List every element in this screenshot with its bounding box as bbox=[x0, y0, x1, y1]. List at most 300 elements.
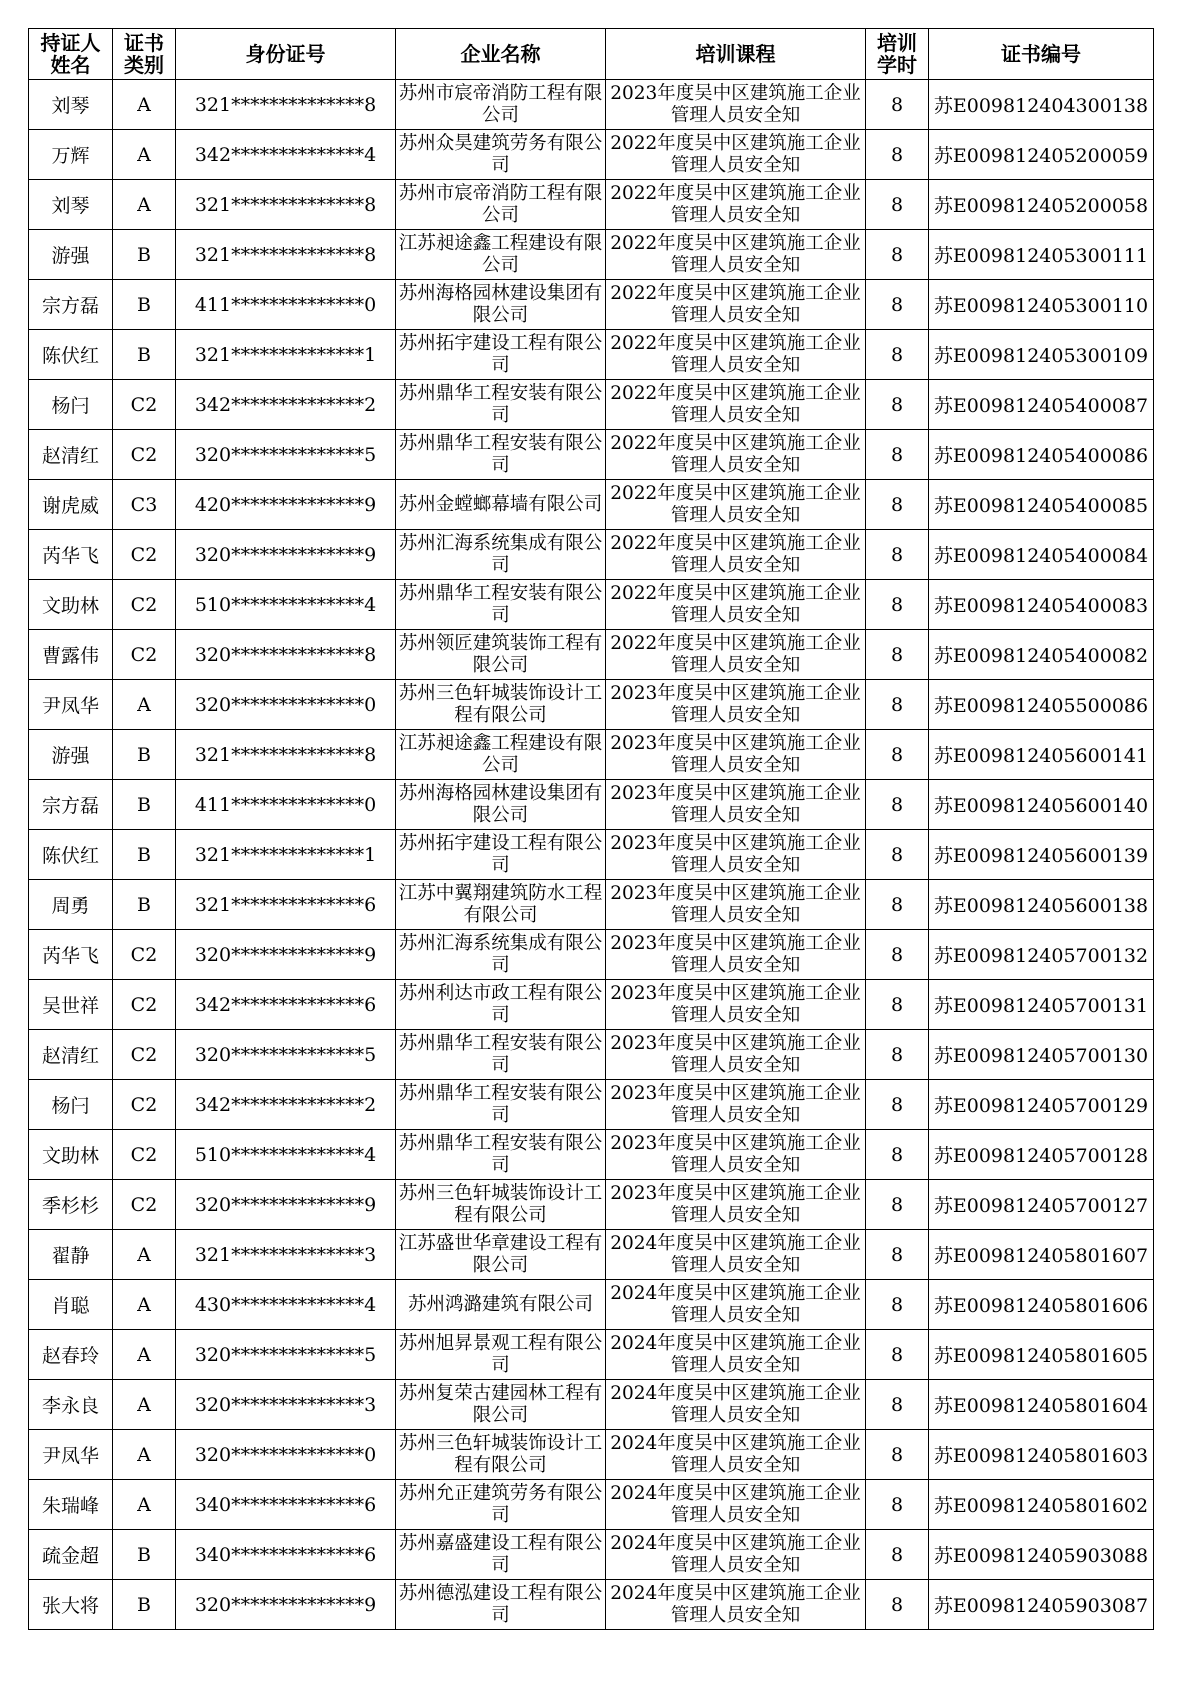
cell-company-text: 苏州鼎华工程安装有限公司 bbox=[398, 432, 603, 476]
cell-company-text: 苏州海格园林建设集团有限公司 bbox=[398, 782, 603, 826]
cell-hours: 8 bbox=[866, 880, 929, 930]
cell-cert-no: 苏E009812405200059 bbox=[929, 130, 1154, 180]
cell-cert-no: 苏E009812405700131 bbox=[929, 980, 1154, 1030]
cell-company bbox=[396, 930, 606, 980]
cell-id-number: 342**************6 bbox=[176, 980, 396, 1030]
table-row bbox=[29, 1480, 1154, 1530]
cell-category: B bbox=[113, 330, 176, 380]
cell-course bbox=[606, 930, 866, 980]
cell-id-number: 321**************8 bbox=[176, 80, 396, 130]
cell-category: A bbox=[113, 80, 176, 130]
cell-hours: 8 bbox=[866, 1130, 929, 1180]
cell-cert-no: 苏E009812405600139 bbox=[929, 830, 1154, 880]
cell-hours: 8 bbox=[866, 980, 929, 1030]
cell-hours: 8 bbox=[866, 130, 929, 180]
cell-company bbox=[396, 1130, 606, 1180]
cell-cert-no: 苏E009812405400085 bbox=[929, 480, 1154, 530]
cell-company bbox=[396, 280, 606, 330]
cell-company bbox=[396, 230, 606, 280]
cell-hours: 8 bbox=[866, 1530, 929, 1580]
cell-id-number: 320**************5 bbox=[176, 1030, 396, 1080]
cell-company bbox=[396, 430, 606, 480]
cell-course bbox=[606, 880, 866, 930]
cell-name: 吴世祥 bbox=[29, 980, 113, 1030]
cell-name: 陈伏红 bbox=[29, 830, 113, 880]
cell-course-text: 2024年度吴中区建筑施工企业管理人员安全知 bbox=[610, 1282, 861, 1326]
cell-cert-no: 苏E009812405700128 bbox=[929, 1130, 1154, 1180]
cell-course-text: 2024年度吴中区建筑施工企业管理人员安全知 bbox=[610, 1432, 861, 1476]
cell-category: B bbox=[113, 830, 176, 880]
table-row bbox=[29, 880, 1154, 930]
cell-course bbox=[606, 1580, 866, 1630]
cell-category: B bbox=[113, 230, 176, 280]
cell-cert-no: 苏E009812405801605 bbox=[929, 1330, 1154, 1380]
cell-hours: 8 bbox=[866, 930, 929, 980]
cell-id-number: 340**************6 bbox=[176, 1530, 396, 1580]
cell-hours: 8 bbox=[866, 680, 929, 730]
cell-company bbox=[396, 180, 606, 230]
cell-course-text: 2022年度吴中区建筑施工企业管理人员安全知 bbox=[610, 282, 861, 326]
cell-hours: 8 bbox=[866, 630, 929, 680]
cell-name: 陈伏红 bbox=[29, 330, 113, 380]
cell-company-text: 苏州鼎华工程安装有限公司 bbox=[398, 1032, 603, 1076]
cell-hours: 8 bbox=[866, 180, 929, 230]
cell-company-text: 苏州旭昇景观工程有限公司 bbox=[398, 1332, 603, 1376]
cell-course-text: 2022年度吴中区建筑施工企业管理人员安全知 bbox=[610, 632, 861, 676]
cell-course bbox=[606, 380, 866, 430]
cell-company-text: 苏州鼎华工程安装有限公司 bbox=[398, 582, 603, 626]
cell-name: 曹露伟 bbox=[29, 630, 113, 680]
cell-hours: 8 bbox=[866, 280, 929, 330]
cell-id-number: 320**************3 bbox=[176, 1380, 396, 1430]
cell-course-text: 2022年度吴中区建筑施工企业管理人员安全知 bbox=[610, 582, 861, 626]
cell-name: 李永良 bbox=[29, 1380, 113, 1430]
cell-course-text: 2024年度吴中区建筑施工企业管理人员安全知 bbox=[610, 1232, 861, 1276]
cell-name: 肖聪 bbox=[29, 1280, 113, 1330]
cell-company-text: 苏州汇海系统集成有限公司 bbox=[398, 932, 603, 976]
cell-company-text: 苏州德泓建设工程有限公司 bbox=[398, 1582, 603, 1626]
cell-category: A bbox=[113, 1480, 176, 1530]
cell-cert-no: 苏E009812405700127 bbox=[929, 1180, 1154, 1230]
cell-id-number: 320**************9 bbox=[176, 1580, 396, 1630]
cell-course bbox=[606, 630, 866, 680]
cell-company bbox=[396, 80, 606, 130]
cell-cert-no: 苏E009812404300138 bbox=[929, 80, 1154, 130]
cell-hours: 8 bbox=[866, 830, 929, 880]
cell-hours: 8 bbox=[866, 1280, 929, 1330]
cell-category: A bbox=[113, 1230, 176, 1280]
cell-company bbox=[396, 1180, 606, 1230]
cell-cert-no: 苏E009812405500086 bbox=[929, 680, 1154, 730]
table-row bbox=[29, 1080, 1154, 1130]
cell-id-number: 510**************4 bbox=[176, 580, 396, 630]
cell-company-text: 苏州鼎华工程安装有限公司 bbox=[398, 382, 603, 426]
cell-hours: 8 bbox=[866, 480, 929, 530]
cell-cert-no: 苏E009812405801602 bbox=[929, 1480, 1154, 1530]
table-row bbox=[29, 1030, 1154, 1080]
cell-course-text: 2024年度吴中区建筑施工企业管理人员安全知 bbox=[610, 1582, 861, 1626]
cell-name: 游强 bbox=[29, 730, 113, 780]
cell-company bbox=[396, 1330, 606, 1380]
cell-course-text: 2023年度吴中区建筑施工企业管理人员安全知 bbox=[610, 1082, 861, 1126]
cell-id-number: 320**************9 bbox=[176, 530, 396, 580]
cell-id-number: 510**************4 bbox=[176, 1130, 396, 1180]
cell-cert-no: 苏E009812405700130 bbox=[929, 1030, 1154, 1080]
cell-course-text: 2023年度吴中区建筑施工企业管理人员安全知 bbox=[610, 982, 861, 1026]
cell-course-text: 2024年度吴中区建筑施工企业管理人员安全知 bbox=[610, 1532, 861, 1576]
cell-hours: 8 bbox=[866, 780, 929, 830]
cell-course bbox=[606, 330, 866, 380]
cell-course-text: 2022年度吴中区建筑施工企业管理人员安全知 bbox=[610, 232, 861, 276]
table-row bbox=[29, 830, 1154, 880]
cell-hours: 8 bbox=[866, 380, 929, 430]
cell-course bbox=[606, 80, 866, 130]
cell-category: A bbox=[113, 1430, 176, 1480]
cell-course-text: 2023年度吴中区建筑施工企业管理人员安全知 bbox=[610, 682, 861, 726]
cell-name: 谢虎威 bbox=[29, 480, 113, 530]
cell-hours: 8 bbox=[866, 330, 929, 380]
cell-course-text: 2024年度吴中区建筑施工企业管理人员安全知 bbox=[610, 1482, 861, 1526]
cell-name: 尹凤华 bbox=[29, 1430, 113, 1480]
cell-course-text: 2023年度吴中区建筑施工企业管理人员安全知 bbox=[610, 932, 861, 976]
cell-category: C2 bbox=[113, 580, 176, 630]
table-row bbox=[29, 1330, 1154, 1380]
table-row bbox=[29, 1130, 1154, 1180]
cell-course-text: 2022年度吴中区建筑施工企业管理人员安全知 bbox=[610, 482, 861, 526]
cell-company-text: 苏州三色轩城装饰设计工程有限公司 bbox=[398, 1182, 603, 1226]
cell-course-text: 2023年度吴中区建筑施工企业管理人员安全知 bbox=[610, 782, 861, 826]
cell-course-text: 2022年度吴中区建筑施工企业管理人员安全知 bbox=[610, 182, 861, 226]
cell-cert-no: 苏E009812405801603 bbox=[929, 1430, 1154, 1480]
cell-cert-no: 苏E009812405600138 bbox=[929, 880, 1154, 930]
cell-company bbox=[396, 530, 606, 580]
cell-course bbox=[606, 1230, 866, 1280]
cell-hours: 8 bbox=[866, 230, 929, 280]
table-row bbox=[29, 580, 1154, 630]
cell-id-number: 321**************8 bbox=[176, 230, 396, 280]
cell-company-text: 苏州复荣古建园林工程有限公司 bbox=[398, 1382, 603, 1426]
cell-category: C3 bbox=[113, 480, 176, 530]
cell-course bbox=[606, 1330, 866, 1380]
cell-course bbox=[606, 280, 866, 330]
cell-category: A bbox=[113, 680, 176, 730]
cell-course bbox=[606, 580, 866, 630]
cell-name: 翟静 bbox=[29, 1230, 113, 1280]
cell-company bbox=[396, 380, 606, 430]
cell-cert-no: 苏E009812405300111 bbox=[929, 230, 1154, 280]
table-row bbox=[29, 480, 1154, 530]
cell-company-text: 苏州拓宇建设工程有限公司 bbox=[398, 332, 603, 376]
cell-course bbox=[606, 1430, 866, 1480]
table-row bbox=[29, 530, 1154, 580]
cell-course-text: 2023年度吴中区建筑施工企业管理人员安全知 bbox=[610, 732, 861, 776]
table-row bbox=[29, 630, 1154, 680]
cell-company-text: 苏州鼎华工程安装有限公司 bbox=[398, 1132, 603, 1176]
cell-category: C2 bbox=[113, 430, 176, 480]
cell-id-number: 320**************0 bbox=[176, 1430, 396, 1480]
cell-course bbox=[606, 1180, 866, 1230]
cell-company bbox=[396, 1080, 606, 1130]
cell-name: 文助林 bbox=[29, 580, 113, 630]
cell-cert-no: 苏E009812405400082 bbox=[929, 630, 1154, 680]
cell-company-text: 苏州领匠建筑装饰工程有限公司 bbox=[398, 632, 603, 676]
cell-hours: 8 bbox=[866, 1030, 929, 1080]
cell-course bbox=[606, 1280, 866, 1330]
cell-course bbox=[606, 1080, 866, 1130]
cell-id-number: 342**************4 bbox=[176, 130, 396, 180]
cell-category: C2 bbox=[113, 630, 176, 680]
header-company: 企业名称 bbox=[396, 29, 606, 80]
cell-cert-no: 苏E009812405903087 bbox=[929, 1580, 1154, 1630]
cell-course-text: 2024年度吴中区建筑施工企业管理人员安全知 bbox=[610, 1382, 861, 1426]
cell-name: 宗方磊 bbox=[29, 780, 113, 830]
cell-id-number: 340**************6 bbox=[176, 1480, 396, 1530]
cell-course bbox=[606, 1530, 866, 1580]
cell-category: A bbox=[113, 1380, 176, 1430]
cell-company-text: 苏州市宸帝消防工程有限公司 bbox=[398, 182, 603, 226]
cell-company-text: 江苏昶途鑫工程建设有限公司 bbox=[398, 232, 603, 276]
header-name: 持证人姓名 bbox=[29, 29, 113, 80]
cell-name: 刘琴 bbox=[29, 80, 113, 130]
cell-cert-no: 苏E009812405300110 bbox=[929, 280, 1154, 330]
cell-company-text: 苏州允正建筑劳务有限公司 bbox=[398, 1482, 603, 1526]
cell-id-number: 320**************8 bbox=[176, 630, 396, 680]
header-hours: 培训学时 bbox=[866, 29, 929, 80]
cell-course bbox=[606, 730, 866, 780]
cell-company-text: 苏州鸿潞建筑有限公司 bbox=[407, 1293, 593, 1315]
cell-name: 芮华飞 bbox=[29, 930, 113, 980]
cell-id-number: 320**************9 bbox=[176, 930, 396, 980]
cell-course bbox=[606, 180, 866, 230]
cell-name: 万辉 bbox=[29, 130, 113, 180]
cell-company-text: 苏州嘉盛建设工程有限公司 bbox=[398, 1532, 603, 1576]
cell-company bbox=[396, 1280, 606, 1330]
cell-category: A bbox=[113, 130, 176, 180]
cell-name: 季杉杉 bbox=[29, 1180, 113, 1230]
header-id-number: 身份证号 bbox=[176, 29, 396, 80]
cell-cert-no: 苏E009812405600140 bbox=[929, 780, 1154, 830]
cell-hours: 8 bbox=[866, 1380, 929, 1430]
cell-hours: 8 bbox=[866, 430, 929, 480]
cell-category: A bbox=[113, 1280, 176, 1330]
table-row bbox=[29, 80, 1154, 130]
cell-course bbox=[606, 480, 866, 530]
cell-category: B bbox=[113, 880, 176, 930]
cell-name: 芮华飞 bbox=[29, 530, 113, 580]
cell-course bbox=[606, 230, 866, 280]
cell-id-number: 430**************4 bbox=[176, 1280, 396, 1330]
cell-company bbox=[396, 1480, 606, 1530]
cell-name: 尹凤华 bbox=[29, 680, 113, 730]
table-row bbox=[29, 980, 1154, 1030]
cell-name: 文助林 bbox=[29, 1130, 113, 1180]
cell-id-number: 320**************5 bbox=[176, 1330, 396, 1380]
cell-category: A bbox=[113, 180, 176, 230]
cell-course bbox=[606, 780, 866, 830]
cell-category: B bbox=[113, 730, 176, 780]
cell-cert-no: 苏E009812405700132 bbox=[929, 930, 1154, 980]
cell-cert-no: 苏E009812405400083 bbox=[929, 580, 1154, 630]
cell-course-text: 2023年度吴中区建筑施工企业管理人员安全知 bbox=[610, 1132, 861, 1176]
cell-name: 赵清红 bbox=[29, 1030, 113, 1080]
cell-course bbox=[606, 830, 866, 880]
cell-id-number: 420**************9 bbox=[176, 480, 396, 530]
cell-course bbox=[606, 130, 866, 180]
cell-company bbox=[396, 980, 606, 1030]
cell-course-text: 2022年度吴中区建筑施工企业管理人员安全知 bbox=[610, 532, 861, 576]
cell-cert-no: 苏E009812405600141 bbox=[929, 730, 1154, 780]
cell-company bbox=[396, 630, 606, 680]
cell-name: 杨闩 bbox=[29, 1080, 113, 1130]
cell-course-text: 2023年度吴中区建筑施工企业管理人员安全知 bbox=[610, 1032, 861, 1076]
cell-id-number: 411**************0 bbox=[176, 780, 396, 830]
cell-hours: 8 bbox=[866, 1230, 929, 1280]
table-row bbox=[29, 1430, 1154, 1480]
cell-course bbox=[606, 680, 866, 730]
table-row bbox=[29, 180, 1154, 230]
cell-company-text: 苏州利达市政工程有限公司 bbox=[398, 982, 603, 1026]
cell-company bbox=[396, 1580, 606, 1630]
cell-category: B bbox=[113, 1580, 176, 1630]
cell-company bbox=[396, 730, 606, 780]
cell-cert-no: 苏E009812405801607 bbox=[929, 1230, 1154, 1280]
table-row bbox=[29, 430, 1154, 480]
table-row bbox=[29, 1530, 1154, 1580]
cell-company bbox=[396, 1530, 606, 1580]
cell-id-number: 321**************8 bbox=[176, 180, 396, 230]
cell-course-text: 2024年度吴中区建筑施工企业管理人员安全知 bbox=[610, 1332, 861, 1376]
cell-course-text: 2023年度吴中区建筑施工企业管理人员安全知 bbox=[610, 1182, 861, 1226]
cell-category: C2 bbox=[113, 1130, 176, 1180]
table-row bbox=[29, 930, 1154, 980]
cell-category: C2 bbox=[113, 1080, 176, 1130]
cell-hours: 8 bbox=[866, 1180, 929, 1230]
cell-hours: 8 bbox=[866, 80, 929, 130]
cell-company bbox=[396, 830, 606, 880]
cell-id-number: 321**************6 bbox=[176, 880, 396, 930]
cell-company-text: 苏州三色轩城装饰设计工程有限公司 bbox=[398, 1432, 603, 1476]
table-row bbox=[29, 1230, 1154, 1280]
cell-name: 疏金超 bbox=[29, 1530, 113, 1580]
cell-company-text: 苏州市宸帝消防工程有限公司 bbox=[398, 82, 603, 126]
cell-category: C2 bbox=[113, 980, 176, 1030]
cell-name: 杨闩 bbox=[29, 380, 113, 430]
cell-id-number: 321**************3 bbox=[176, 1230, 396, 1280]
cell-company bbox=[396, 1030, 606, 1080]
cell-cert-no: 苏E009812405700129 bbox=[929, 1080, 1154, 1130]
cell-course-text: 2023年度吴中区建筑施工企业管理人员安全知 bbox=[610, 82, 861, 126]
cell-hours: 8 bbox=[866, 1430, 929, 1480]
cell-company bbox=[396, 880, 606, 930]
cell-name: 张大将 bbox=[29, 1580, 113, 1630]
cell-company bbox=[396, 130, 606, 180]
cell-name: 赵清红 bbox=[29, 430, 113, 480]
cell-category: C2 bbox=[113, 530, 176, 580]
cell-name: 周勇 bbox=[29, 880, 113, 930]
table-row bbox=[29, 780, 1154, 830]
cell-id-number: 320**************9 bbox=[176, 1180, 396, 1230]
cell-course bbox=[606, 430, 866, 480]
cell-id-number: 321**************1 bbox=[176, 830, 396, 880]
cell-cert-no: 苏E009812405300109 bbox=[929, 330, 1154, 380]
cell-company-text: 苏州汇海系统集成有限公司 bbox=[398, 532, 603, 576]
table-row bbox=[29, 130, 1154, 180]
cell-course bbox=[606, 1380, 866, 1430]
cell-category: C2 bbox=[113, 930, 176, 980]
table-row bbox=[29, 280, 1154, 330]
table-row bbox=[29, 730, 1154, 780]
cell-id-number: 342**************2 bbox=[176, 380, 396, 430]
cell-course-text: 2022年度吴中区建筑施工企业管理人员安全知 bbox=[610, 132, 861, 176]
cell-company bbox=[396, 580, 606, 630]
cell-id-number: 320**************0 bbox=[176, 680, 396, 730]
cell-cert-no: 苏E009812405400087 bbox=[929, 380, 1154, 430]
cell-hours: 8 bbox=[866, 730, 929, 780]
cell-cert-no: 苏E009812405801604 bbox=[929, 1380, 1154, 1430]
cell-category: C2 bbox=[113, 380, 176, 430]
cell-course-text: 2022年度吴中区建筑施工企业管理人员安全知 bbox=[610, 382, 861, 426]
cell-company bbox=[396, 1380, 606, 1430]
cell-company bbox=[396, 780, 606, 830]
header-category: 证书类别 bbox=[113, 29, 176, 80]
cell-category: C2 bbox=[113, 1030, 176, 1080]
cell-id-number: 321**************8 bbox=[176, 730, 396, 780]
cell-course-text: 2022年度吴中区建筑施工企业管理人员安全知 bbox=[610, 332, 861, 376]
cell-course-text: 2023年度吴中区建筑施工企业管理人员安全知 bbox=[610, 832, 861, 876]
table-row bbox=[29, 1280, 1154, 1330]
cell-category: B bbox=[113, 1530, 176, 1580]
cell-company-text: 苏州拓宇建设工程有限公司 bbox=[398, 832, 603, 876]
cell-course bbox=[606, 1130, 866, 1180]
cell-category: A bbox=[113, 1330, 176, 1380]
cell-cert-no: 苏E009812405200058 bbox=[929, 180, 1154, 230]
cell-company bbox=[396, 680, 606, 730]
table-row bbox=[29, 230, 1154, 280]
cell-name: 宗方磊 bbox=[29, 280, 113, 330]
cell-hours: 8 bbox=[866, 1580, 929, 1630]
cell-company-text: 江苏中翼翔建筑防水工程有限公司 bbox=[398, 882, 603, 926]
cell-cert-no: 苏E009812405400084 bbox=[929, 530, 1154, 580]
table-row bbox=[29, 1380, 1154, 1430]
cell-company-text: 苏州众昊建筑劳务有限公司 bbox=[398, 132, 603, 176]
table-row bbox=[29, 1580, 1154, 1630]
cell-course bbox=[606, 1030, 866, 1080]
cell-cert-no: 苏E009812405400086 bbox=[929, 430, 1154, 480]
cell-course-text: 2023年度吴中区建筑施工企业管理人员安全知 bbox=[610, 882, 861, 926]
cell-hours: 8 bbox=[866, 1330, 929, 1380]
cell-company-text: 苏州鼎华工程安装有限公司 bbox=[398, 1082, 603, 1126]
table-row bbox=[29, 330, 1154, 380]
cell-category: B bbox=[113, 280, 176, 330]
cell-company-text: 苏州三色轩城装饰设计工程有限公司 bbox=[398, 682, 603, 726]
cell-course bbox=[606, 530, 866, 580]
cell-company bbox=[396, 1230, 606, 1280]
table-row bbox=[29, 380, 1154, 430]
header-cert-no: 证书编号 bbox=[929, 29, 1154, 80]
cell-course bbox=[606, 980, 866, 1030]
cell-company-text: 江苏昶途鑫工程建设有限公司 bbox=[398, 732, 603, 776]
cell-company bbox=[396, 1430, 606, 1480]
cell-id-number: 342**************2 bbox=[176, 1080, 396, 1130]
header-course: 培训课程 bbox=[606, 29, 866, 80]
cell-id-number: 321**************1 bbox=[176, 330, 396, 380]
cell-cert-no: 苏E009812405903088 bbox=[929, 1530, 1154, 1580]
cell-company bbox=[396, 480, 606, 530]
cell-company-text: 苏州海格园林建设集团有限公司 bbox=[398, 282, 603, 326]
cell-hours: 8 bbox=[866, 580, 929, 630]
cell-course bbox=[606, 1480, 866, 1530]
cell-company bbox=[396, 330, 606, 380]
